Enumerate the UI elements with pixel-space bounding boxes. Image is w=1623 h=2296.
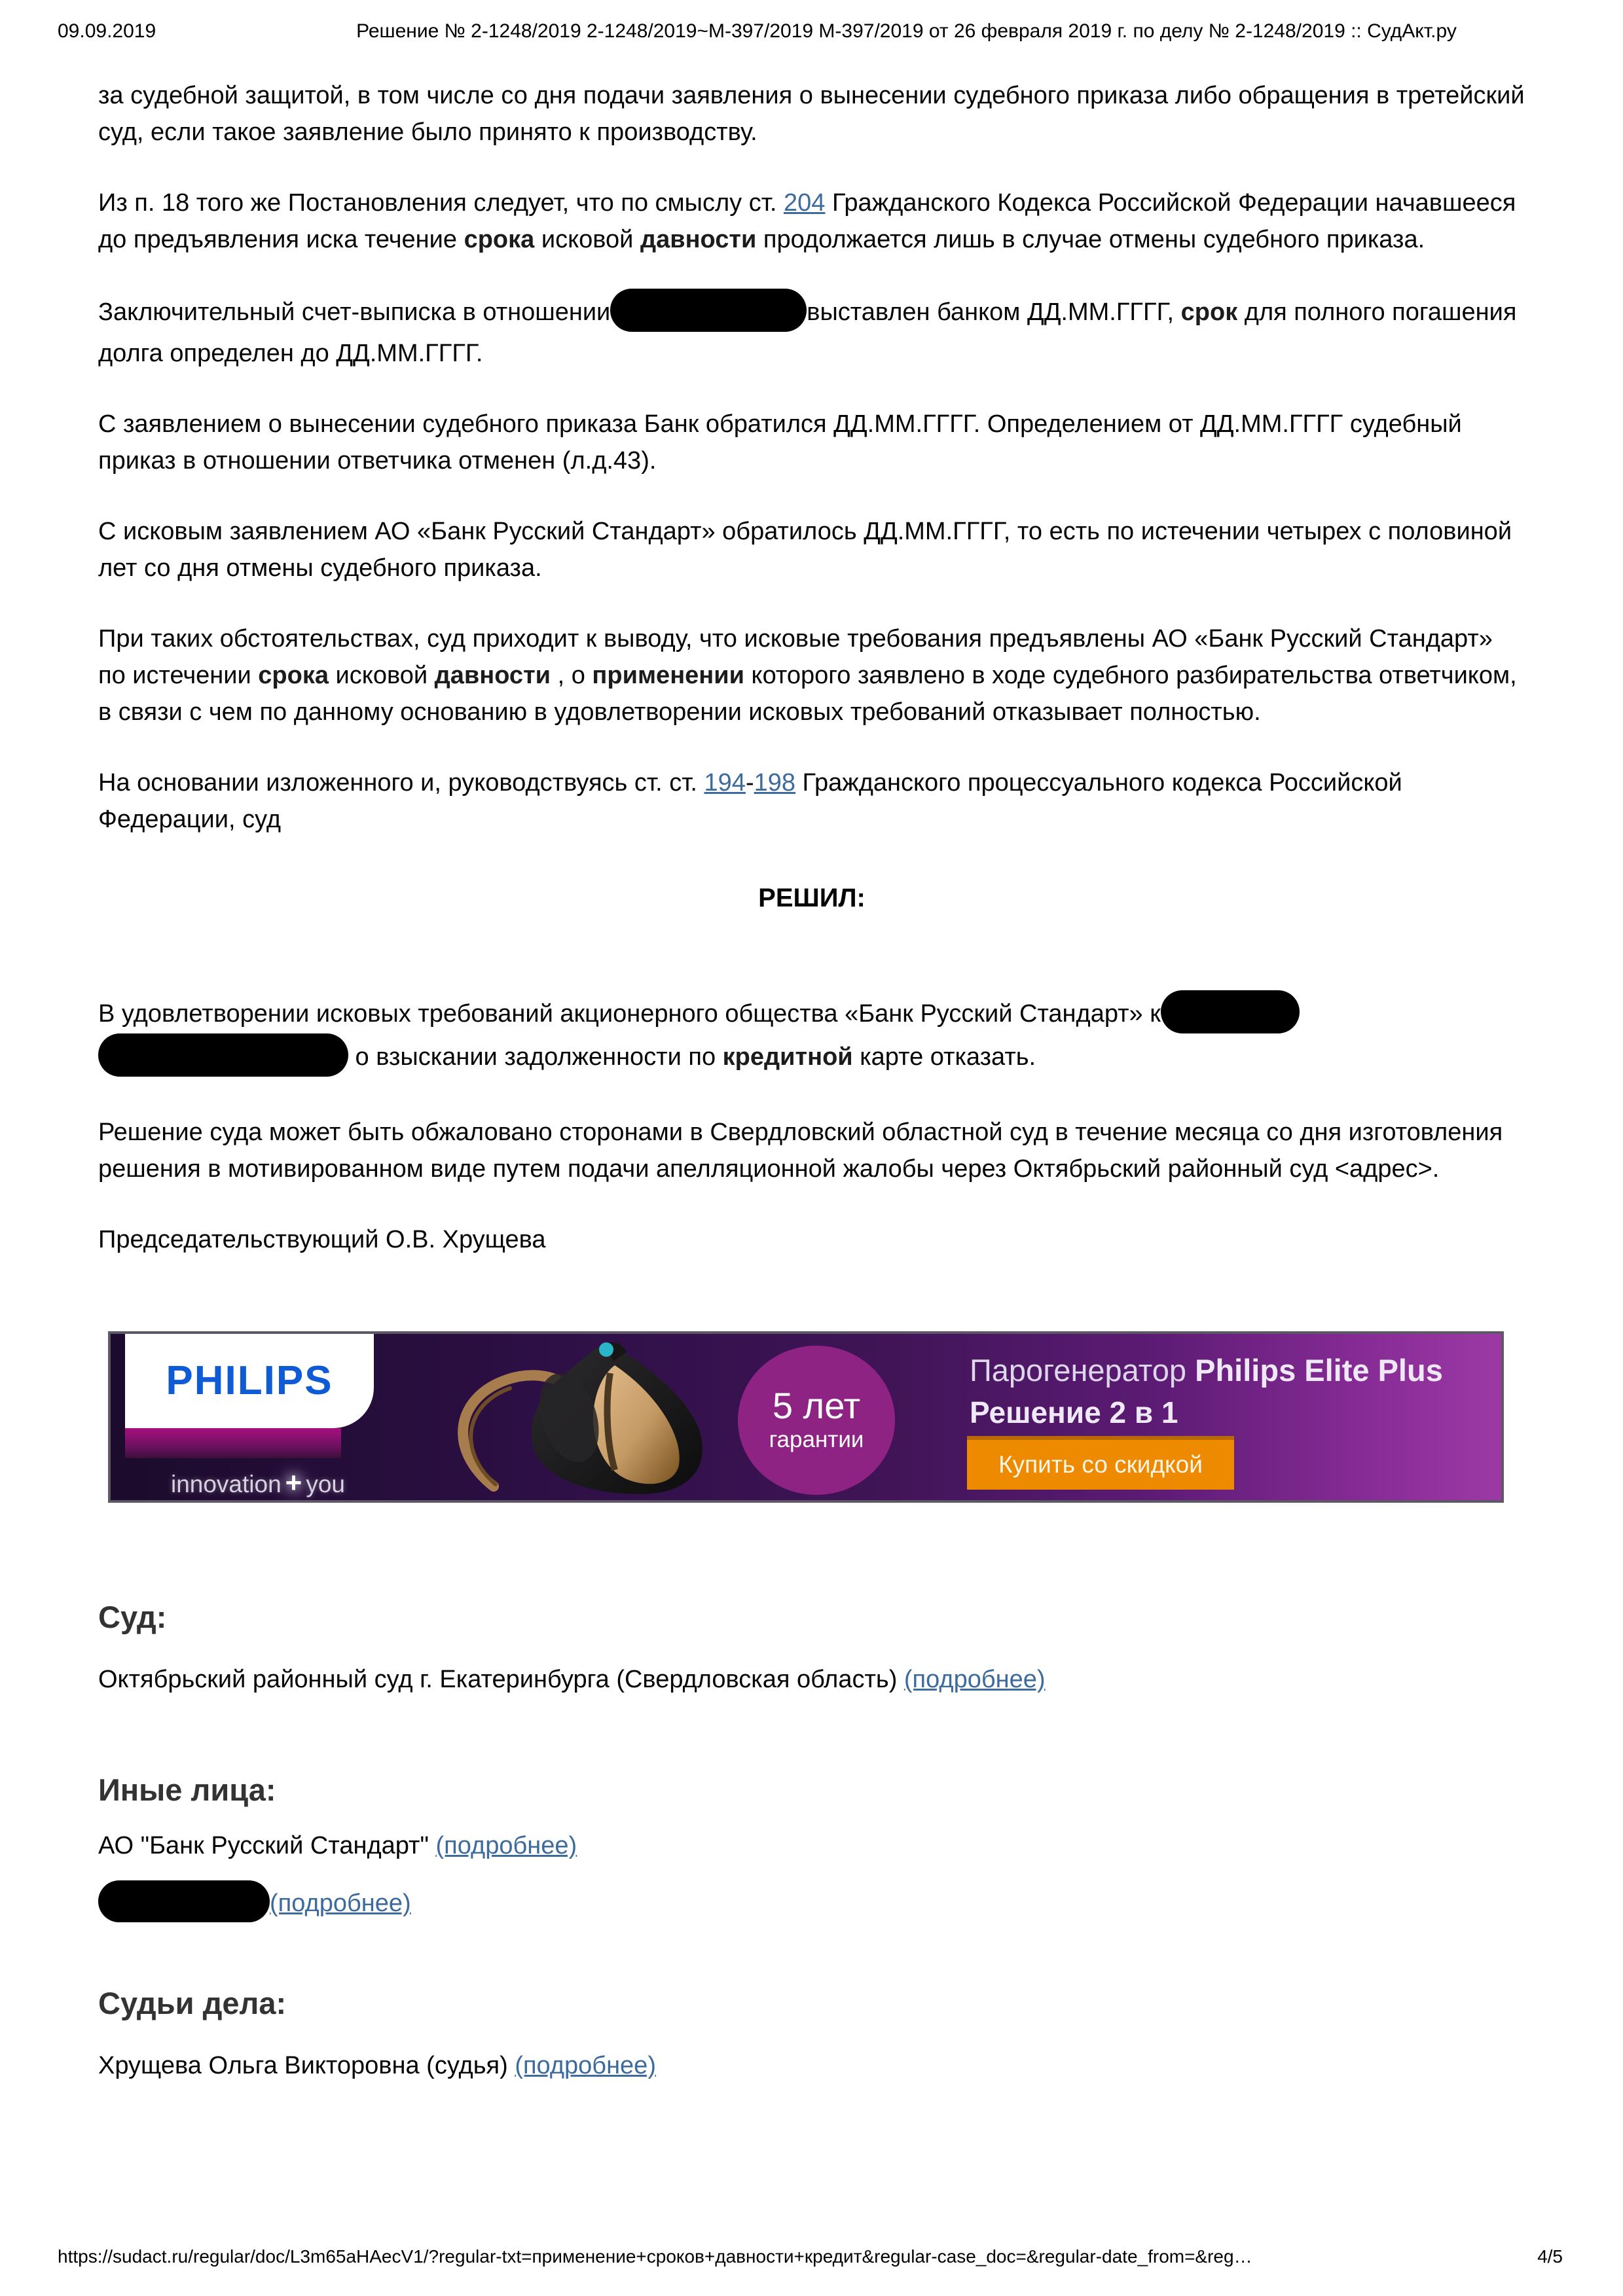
text-segment: давности [640, 226, 757, 253]
iron-image [418, 1339, 746, 1496]
paragraph-signature [98, 1221, 1525, 1258]
section-heading-other-persons: Иные лица: [98, 1772, 276, 1807]
section-heading-court: Суд: [98, 1600, 167, 1634]
philips-tagline [111, 1465, 405, 1503]
paragraph [98, 764, 1525, 838]
paragraph [98, 620, 1525, 730]
text-segment: На основании изложенного и, руководствуясь ст. ст. [98, 769, 704, 797]
text-segment: кредитной [722, 1043, 853, 1071]
text-segment: за судебной защитой, в том числе со дня подачи заявления о вынесении судебного приказа либо обращения в третейский суд, если такое заявление было принято к производству. [98, 82, 1525, 146]
text-segment: При таких обстоятельствах, суд приходит к выводу, что исковые требования предъявлены АО «Банк Русский Стандарт» по истечении [98, 625, 1493, 689]
text-segment: которого заявлено в ходе судебного разбирательства ответчиком, в связи с чем по данному основанию в удовлетворении исковых требований отказывает полностью. [98, 662, 1517, 726]
paragraph [98, 185, 1525, 258]
paragraph [98, 513, 1525, 586]
warranty-word: гарантии [769, 1427, 864, 1452]
product-title [970, 1350, 1482, 1433]
inline-link[interactable]: (подробнее) [903, 1666, 1046, 1693]
other-person-line [98, 1827, 1525, 1864]
page-title: Решение № 2-1248/2019 2-1248/2019~М-397/2019 М-397/2019 от 26 февраля 2019 г. по делу № 2-1248/2019 :: СудАкт.ру [356, 20, 1457, 42]
redaction-box [1161, 990, 1300, 1033]
paragraph-verdict [98, 994, 1525, 1080]
other-person-line [98, 1884, 1525, 1926]
text-segment: Заключительный счет-выписка в отношении [98, 298, 611, 327]
court-line [98, 1661, 1525, 1698]
text-segment: АО "Банк Русский Стандарт" [98, 1832, 436, 1859]
text-segment: применении [592, 662, 744, 689]
product-type: Парогенератор [970, 1353, 1195, 1388]
text-segment: - [745, 769, 754, 797]
text-segment: Решение суда может быть обжаловано сторонами в Свердловский областной суд в течение месяца со дня изготовления решения в мотивированном виде путем подачи апелляционной жалобы через Октябрьский районный суд <адрес>. [98, 1119, 1503, 1183]
inline-link[interactable]: 198 [754, 769, 795, 797]
text-segment: Гражданского Кодекса Российской Федерации начавшееся до предъявления иска течение [98, 189, 1516, 253]
inline-link[interactable]: 204 [784, 189, 826, 217]
text-segment: С заявлением о вынесении судебного приказа Банк обратился ДД.ММ.ГГГГ. Определением от ДД.ММ.ГГГГ судебный приказ в отношении ответчика отменен (л.д.43). [98, 410, 1462, 475]
text-segment: срок [1180, 298, 1238, 327]
paragraph [98, 77, 1525, 151]
text-segment: , о [551, 662, 593, 689]
warranty-years: 5 лет [772, 1385, 861, 1426]
section-heading-judges: Судьи дела: [98, 1986, 287, 2020]
product-name: Philips Elite Plus [1195, 1353, 1443, 1388]
text-segment: Председательствующий О.В. Хрущева [98, 1226, 546, 1253]
redaction-box [610, 289, 807, 332]
paragraph-appeal [98, 1114, 1525, 1187]
inline-link[interactable]: (подробнее) [270, 1890, 411, 1918]
text-segment: срока [464, 226, 535, 253]
text-segment: карте отказать. [852, 1043, 1036, 1071]
text-segment: Хрущева Ольга Викторовна (судья) [98, 2052, 515, 2079]
plus-star-icon: + [285, 1467, 302, 1499]
product-subtitle: Решение 2 в 1 [970, 1395, 1178, 1429]
text-segment: Гражданского процессуального кодекса Российской Федерации, суд [98, 769, 1402, 833]
print-footer [58, 2246, 1563, 2267]
text-segment: С исковым заявлением АО «Банк Русский Стандарт» обратилось ДД.ММ.ГГГГ, то есть по истечении четырех с половиной лет со дня отмены судебного приказа. [98, 518, 1512, 582]
inline-link[interactable]: 194 [704, 769, 746, 797]
redaction-box [98, 1880, 270, 1922]
print-date: 09.09.2019 [58, 20, 156, 42]
redaction-box [98, 1033, 348, 1077]
text-segment: срока [258, 662, 329, 689]
document-body [98, 77, 1525, 2084]
text-segment: давности [434, 662, 551, 689]
text-segment: продолжается лишь в случае отмены судебного приказа. [756, 226, 1425, 253]
philips-logo [125, 1334, 374, 1428]
tagline-you: you [306, 1471, 346, 1498]
judge-line [98, 2047, 1525, 2084]
paragraph [98, 406, 1525, 479]
text-segment: исковой [534, 226, 640, 253]
text-segment: выставлен банком ДД.ММ.ГГГГ, [807, 298, 1181, 327]
resolution-heading: РЕШИЛ: [758, 884, 866, 912]
print-header [58, 20, 1565, 43]
text-segment: Октябрьский районный суд г. Екатеринбурга (Свердловская область) [98, 1666, 904, 1693]
footer-page-number: 4/5 [1537, 2246, 1563, 2267]
tagline-innovation: innovation [170, 1471, 282, 1498]
text-segment: о взыскании задолженности по [348, 1043, 723, 1071]
footer-url: https://sudact.ru/regular/doc/L3m65aHAecV1/?regular-txt=применение+сроков+давности+кредит&regular-case_doc=&regular-date_from=&reg… [58, 2246, 1252, 2267]
paragraph [98, 292, 1525, 372]
text-segment: Из п. 18 того же Постановления следует, что по смыслу ст. [98, 189, 784, 217]
philips-logo-strip [125, 1428, 341, 1458]
inline-link[interactable]: (подробнее) [515, 2052, 656, 2079]
ad-banner[interactable] [108, 1331, 1504, 1503]
warranty-badge [738, 1346, 895, 1495]
philips-wordmark: PHILIPS [166, 1358, 333, 1403]
inline-link[interactable]: (подробнее) [435, 1832, 577, 1859]
text-segment: исковой [329, 662, 435, 689]
buy-discount-button[interactable]: Купить со скидкой [967, 1436, 1234, 1490]
text-segment: В удовлетворении исковых требований акционерного общества «Банк Русский Стандарт» к [98, 1000, 1161, 1028]
text-segment: для полного погашения долга определен до ДД.ММ.ГГГГ. [98, 298, 1517, 367]
